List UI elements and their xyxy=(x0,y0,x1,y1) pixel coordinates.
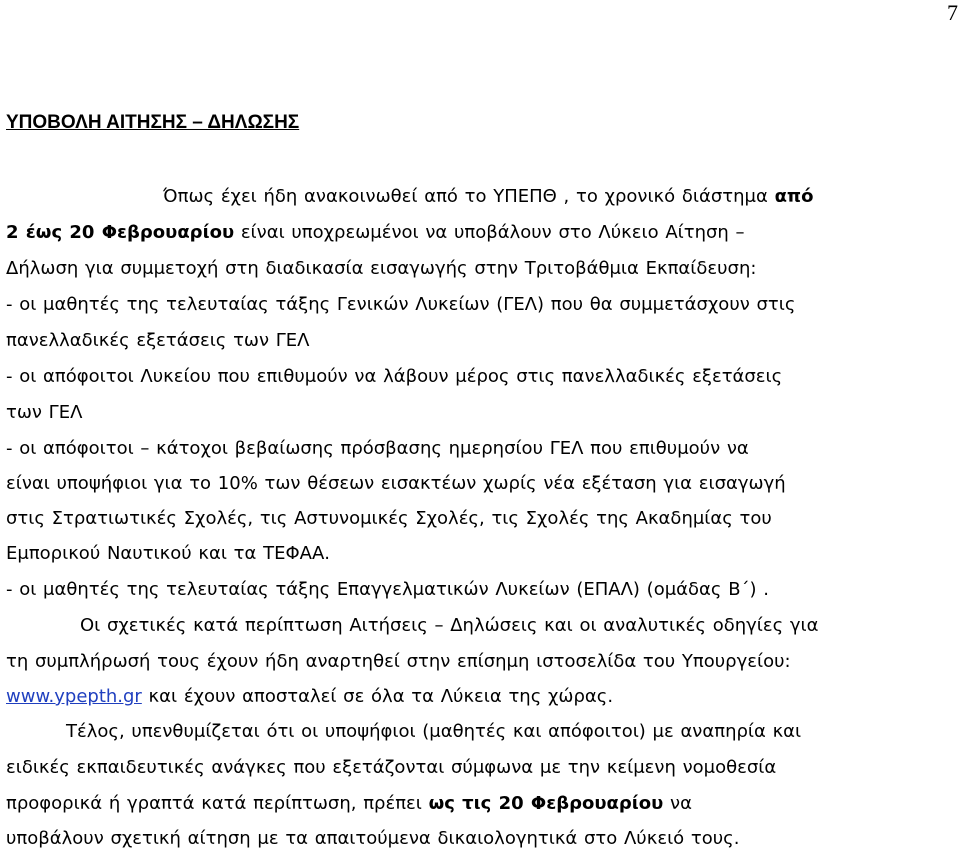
paragraph-line: είναι υποψήφιοι για το 10% των θέσεων εισακτέων χωρίς νέα εξέταση για εισαγωγή xyxy=(6,473,786,494)
paragraph-line: των ΓΕΛ xyxy=(6,402,83,423)
paragraph-line: τη συμπλήρωσή τους έχουν ήδη αναρτηθεί στην επίσημη ιστοσελίδα του Υπουργείου: xyxy=(6,651,791,672)
paragraph-line: - οι μαθητές της τελευταίας τάξης Επαγγελματικών Λυκείων (ΕΠΑΛ) (ομάδας Β΄) . xyxy=(6,579,770,600)
paragraph-line: Δήλωση για συμμετοχή στη διαδικασία εισαγωγής στην Τριτοβάθμια Εκπαίδευση: xyxy=(6,258,757,279)
text-span: είναι υποχρεωμένοι να υποβάλουν στο Λύκειο Αίτηση – xyxy=(234,222,745,243)
paragraph-line: - οι απόφοιτοι Λυκείου που επιθυμούν να λάβουν μέρος στις πανελλαδικές εξετάσεις xyxy=(6,366,783,387)
text-span: προφορικά ή γραπτά κατά περίπτωση, πρέπει xyxy=(6,793,429,814)
paragraph-line: Οι σχετικές κατά περίπτωση Αιτήσεις – Δηλώσεις και οι αναλυτικές οδηγίες για xyxy=(80,615,819,636)
paragraph-line: - οι απόφοιτοι – κάτοχοι βεβαίωσης πρόσβασης ημερησίου ΓΕΛ που επιθυμούν να xyxy=(6,438,749,459)
paragraph-line xyxy=(6,683,956,711)
paragraph-line xyxy=(163,183,956,211)
paragraph-line xyxy=(6,790,956,818)
paragraph-line: πανελλαδικές εξετάσεις των ΓΕΛ xyxy=(6,330,310,351)
paragraph-line: ειδικές εκπαιδευτικές ανάγκες που εξετάζονται σύμφωνα με την κείμενη νομοθεσία xyxy=(6,757,777,778)
paragraph-line: Εμπορικού Ναυτικού και τα ΤΕΦΑΑ. xyxy=(6,543,330,564)
bold-date: ως τις 20 Φεβρουαρίου xyxy=(428,793,664,814)
paragraph-line: στις Στρατιωτικές Σχολές, τις Αστυνομικές Σχολές, τις Σχολές της Ακαδημίας του xyxy=(6,508,772,529)
paragraph-line: Τέλος, υπενθυμίζεται ότι οι υποψήφιοι (μαθητές και απόφοιτοι) με αναπηρία και xyxy=(66,721,802,742)
paragraph-line: - οι μαθητές της τελευταίας τάξης Γενικών Λυκείων (ΓΕΛ) που θα συμμετάσχουν στις xyxy=(6,294,796,315)
bold-date: 2 έως 20 Φεβρουαρίου xyxy=(6,222,235,243)
bold-text: από xyxy=(774,186,814,207)
paragraph-line: υποβάλουν σχετική αίτηση με τα απαιτούμενα δικαιολογητικά στο Λύκειό τους. xyxy=(6,828,740,849)
section-heading: ΥΠΟΒΟΛΗ ΑΙΤΗΣΗΣ – ΔΗΛΩΣΗΣ xyxy=(6,112,300,133)
page-number: 7 xyxy=(947,0,958,25)
text-span: να xyxy=(663,793,692,814)
text-span: και έχουν αποσταλεί σε όλα τα Λύκεια της χώρας. xyxy=(141,686,614,707)
text-span: Όπως έχει ήδη ανακοινωθεί από το ΥΠΕΠΘ , το χρονικό διάστημα xyxy=(163,186,775,207)
ministry-website-link[interactable]: www.ypepth.gr xyxy=(6,686,142,707)
paragraph-line xyxy=(6,219,956,247)
